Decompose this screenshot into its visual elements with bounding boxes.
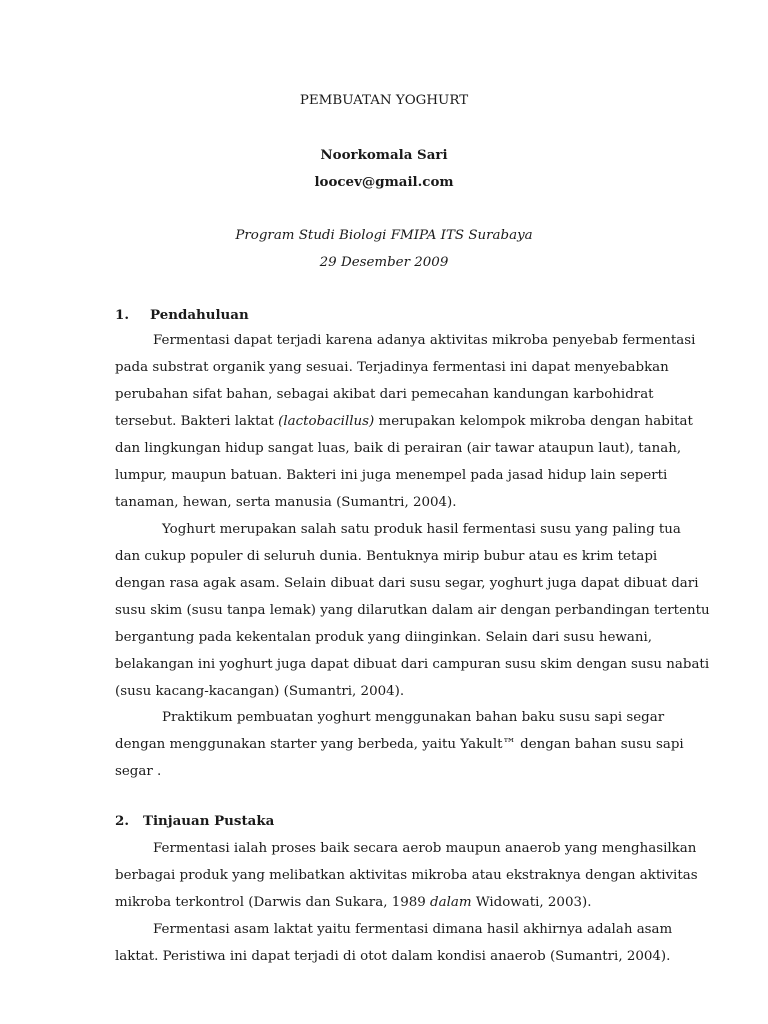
- text-line: bergantung pada kekentalan produk yang diinginkan. Selain dari susu hewani,: [115, 630, 652, 645]
- text-line: Fermentasi asam laktat yaitu fermentasi dimana hasil akhirnya adalah asam: [153, 922, 673, 937]
- document-title: PEMBUATAN YOGHURT: [299, 93, 469, 108]
- text-line: [115, 889, 652, 916]
- text-line: Fermentasi dapat terjadi karena adanya aktivitas mikroba penyebab fermentasi: [153, 333, 696, 348]
- text-span: Widowati, 2003).: [471, 895, 592, 910]
- text-span: merupakan kelompok mikroba dengan habitat: [374, 414, 693, 429]
- text-line: dan lingkungan hidup sangat luas, baik di perairan (air tawar ataupun laut), tanah,: [115, 441, 682, 456]
- text-span: tersebut. Bakteri laktat: [115, 414, 279, 429]
- section-2-paragraph-2: [115, 916, 673, 970]
- section-1-heading: [115, 307, 249, 323]
- text-line: segar .: [115, 764, 162, 779]
- text-line: pada substrat organik yang sesuai. Terjadinya fermentasi ini dapat menyebabkan: [115, 360, 669, 375]
- text-line: dengan rasa agak asam. Selain dibuat dari susu segar, yoghurt juga dapat dibuat dari: [115, 576, 699, 591]
- text-line: laktat. Peristiwa ini dapat terjadi di otot dalam kondisi anaerob (Sumantri, 2004).: [115, 949, 671, 964]
- text-line: tanaman, hewan, serta manusia (Sumantri, 2004).: [115, 495, 457, 510]
- text-line: lumpur, maupun batuan. Bakteri ini juga menempel pada jasad hidup lain seperti: [115, 468, 668, 483]
- section-1-paragraph-3: [115, 704, 684, 785]
- text-line: dengan menggunakan starter yang berbeda, yaitu Yakult™ dengan bahan susu sapi: [115, 737, 684, 752]
- text-line: (susu kacang-kacangan) (Sumantri, 2004).: [115, 684, 405, 699]
- section-1-paragraph-2: [115, 516, 710, 705]
- section-1-number: 1.: [115, 307, 129, 323]
- section-2-paragraph-1: [115, 835, 698, 916]
- affiliation: Program Studi Biologi FMIPA ITS Surabaya: [235, 228, 533, 243]
- text-line: Fermentasi ialah proses baik secara aerob maupun anaerob yang menghasilkan: [153, 841, 697, 856]
- text-line: berbagai produk yang melibatkan aktivitas mikroba atau ekstraknya dengan aktivitas: [115, 868, 698, 883]
- text-line: Yoghurt merupakan salah satu produk hasil fermentasi susu yang paling tua: [162, 522, 681, 537]
- section-2-heading: [115, 813, 274, 829]
- text-line: susu skim (susu tanpa lemak) yang dilarutkan dalam air dengan perbandingan tertentu: [115, 603, 710, 618]
- section-1-paragraph-1: [115, 327, 696, 516]
- text-line: Praktikum pembuatan yoghurt menggunakan bahan baku susu sapi segar: [162, 710, 665, 725]
- italic-term: (lactobacillus): [278, 414, 375, 429]
- text-span: mikroba terkontrol (Darwis dan Sukara, 1989: [115, 895, 431, 910]
- section-1-title: Pendahuluan: [150, 307, 249, 323]
- text-line: [115, 408, 693, 435]
- section-2-number: 2.: [115, 813, 129, 829]
- document-date: 29 Desember 2009: [319, 255, 449, 270]
- text-line: dan cukup populer di seluruh dunia. Bentuknya mirip bubur atau es krim tetapi: [115, 549, 658, 564]
- text-line: perubahan sifat bahan, sebagai akibat dari pemecahan kandungan karbohidrat: [115, 387, 654, 402]
- text-line: belakangan ini yoghurt juga dapat dibuat dari campuran susu skim dengan susu nabati: [115, 657, 710, 672]
- author-name: Noorkomala Sari: [320, 147, 448, 163]
- section-2-title: Tinjauan Pustaka: [143, 813, 275, 829]
- author-email: loocev@gmail.com: [314, 174, 454, 190]
- italic-term: dalam: [430, 895, 472, 910]
